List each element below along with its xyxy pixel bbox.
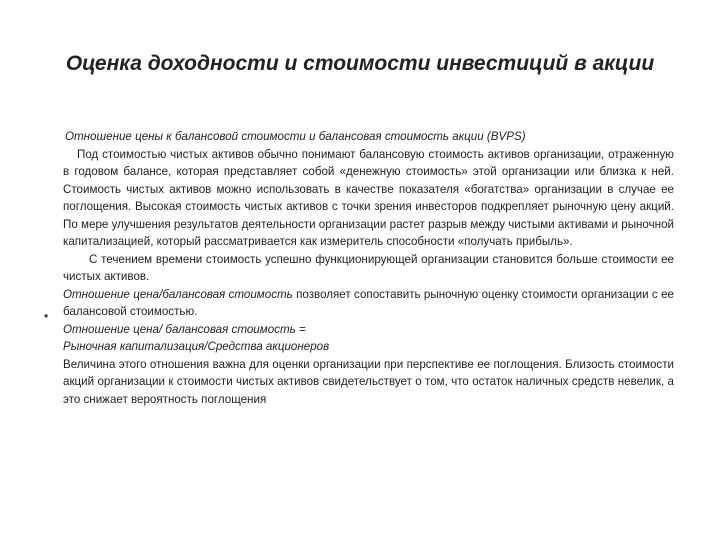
subheading: Отношение цены к балансовой стоимости и балансовая стоимость акции (BVPS): [65, 130, 526, 143]
slide-title: Оценка доходности и стоимости инвестиций в акции: [65, 52, 655, 75]
slide-body: [63, 128, 674, 408]
bullet-item: [63, 286, 674, 321]
formula-line-1: Отношение цена/ балансовая стоимость =: [63, 322, 306, 336]
paragraph-net-assets: Под стоимостью чистых активов обычно понимают балансовую стоимость активов организации, отраженную в годовом балансе, которая представляет собой «денежную стоимость» этой организации или близка к ней. Стоимость чистых активов можно использовать в качестве показателя «богатства» организации в случае ее поглощения. Высокая стоимость чистых активов с точки зрения инвесторов подкрепляет рыночную цену акций. По мере улучшения результатов деятельности организации растет разрыв между чистыми активами и рыночной капитализацией, который рассматривается как измеритель способности «получать прибыль».: [63, 147, 674, 248]
bullet-marker: •: [44, 309, 49, 323]
bullet-term: Отношение цена/балансовая стоимость: [63, 287, 293, 301]
formula-line-2: Рыночная капитализация/Средства акционеров: [63, 340, 330, 353]
paragraph-takeover: Величина этого отношения важна для оценки организации при перспективе ее поглощения. Близость стоимости акций организации к стоимости чистых активов свидетельствует о том, что остаток наличных средств невелик, а это снижает вероятность поглощения: [63, 357, 674, 406]
paragraph-value-over-time: С течением времени стоимость успешно функционирующей организации становится больше стоимости ее чистых активов.: [63, 252, 674, 283]
bullet-text: позволяет сопоставить рыночную оценку стоимости организации с ее балансовой стоимостью.: [63, 287, 674, 318]
